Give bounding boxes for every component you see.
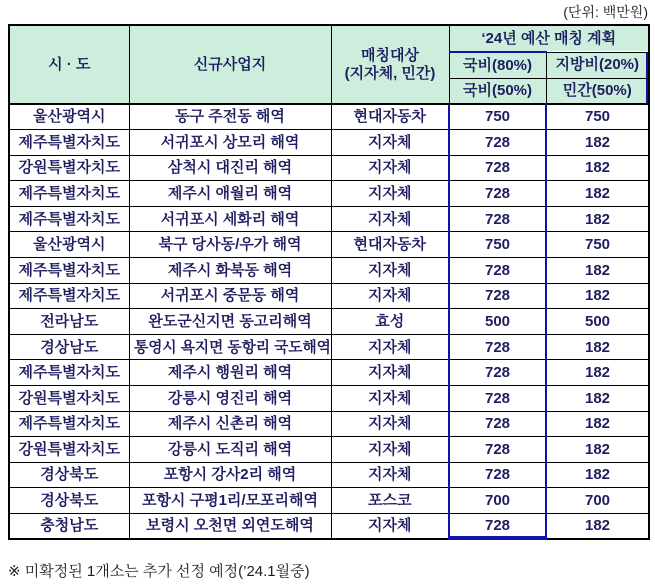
- col-header-site: 신규사업지: [129, 25, 331, 104]
- cell-loc: 182: [546, 386, 649, 412]
- cell-sido: 제주특별자치도: [9, 130, 129, 156]
- cell-sido: 울산광역시: [9, 232, 129, 258]
- cell-sido: 제주특별자치도: [9, 360, 129, 386]
- cell-nat: 750: [449, 232, 546, 258]
- table-row: [9, 181, 649, 207]
- table-row: [9, 232, 649, 258]
- cell-sido: 경상북도: [9, 488, 129, 514]
- cell-target: 지자체: [331, 360, 449, 386]
- cell-loc: 182: [546, 283, 649, 309]
- cell-site: 삼척시 대진리 해역: [129, 155, 331, 181]
- table-row: [9, 283, 649, 309]
- cell-target: 지자체: [331, 462, 449, 488]
- cell-loc: 750: [546, 232, 649, 258]
- cell-sido: 충청남도: [9, 514, 129, 540]
- table-row: [9, 437, 649, 463]
- cell-sido: 제주특별자치도: [9, 283, 129, 309]
- cell-target: 포스코: [331, 488, 449, 514]
- unit-note: (단위: 백만원): [563, 4, 648, 20]
- cell-loc: 182: [546, 514, 649, 540]
- cell-sido: 제주특별자치도: [9, 181, 129, 207]
- cell-site: 서귀포시 중문동 해역: [129, 283, 331, 309]
- cell-target: 지자체: [331, 206, 449, 232]
- cell-sido: 제주특별자치도: [9, 411, 129, 437]
- table-row: [9, 206, 649, 232]
- table-row: [9, 130, 649, 156]
- cell-target: 지자체: [331, 181, 449, 207]
- col-header-target: [331, 25, 449, 104]
- cell-site: 포항시 구평1리/모포리해역: [129, 488, 331, 514]
- cell-nat: 728: [449, 334, 546, 360]
- table-header: [9, 25, 649, 104]
- cell-sido: 전라남도: [9, 309, 129, 335]
- cell-loc: 182: [546, 437, 649, 463]
- cell-site: 서귀포시 상모리 해역: [129, 130, 331, 156]
- cell-loc: 700: [546, 488, 649, 514]
- cell-site: 통영시 욕지면 동항리 국도해역: [129, 334, 331, 360]
- cell-site: 동구 주전동 해역: [129, 104, 331, 130]
- cell-nat: 728: [449, 437, 546, 463]
- col-header-private50: 민간(50%): [546, 78, 649, 104]
- col-header-plan: ‘24년 예산 매칭 계획: [449, 25, 649, 52]
- cell-target: 지자체: [331, 514, 449, 540]
- cell-site: 완도군신지면 동고리해역: [129, 309, 331, 335]
- table-body: [9, 104, 649, 539]
- col-header-target-line2: (지자체, 민간): [344, 64, 436, 82]
- cell-nat: 728: [449, 258, 546, 284]
- cell-loc: 182: [546, 360, 649, 386]
- table-row: [9, 488, 649, 514]
- cell-loc: 182: [546, 181, 649, 207]
- cell-site: 제주시 애월리 해역: [129, 181, 331, 207]
- table-row: [9, 155, 649, 181]
- budget-matching-table: [8, 24, 650, 540]
- cell-site: 서귀포시 세화리 해역: [129, 206, 331, 232]
- table-row: [9, 514, 649, 540]
- cell-target: 지자체: [331, 283, 449, 309]
- cell-loc: 182: [546, 411, 649, 437]
- cell-target: 지자체: [331, 130, 449, 156]
- col-header-target-line1: 매칭대상: [361, 47, 419, 65]
- cell-target: 지자체: [331, 437, 449, 463]
- cell-sido: 강원특별자치도: [9, 155, 129, 181]
- cell-sido: 경상북도: [9, 462, 129, 488]
- cell-loc: 182: [546, 155, 649, 181]
- header-row-top: [9, 25, 649, 52]
- cell-loc: 750: [546, 104, 649, 130]
- cell-target: 지자체: [331, 386, 449, 412]
- cell-sido: 울산광역시: [9, 104, 129, 130]
- table-row: [9, 411, 649, 437]
- cell-nat: 500: [449, 309, 546, 335]
- table-row: [9, 386, 649, 412]
- col-header-gov80: 국비(80%): [449, 52, 546, 78]
- cell-sido: 제주특별자치도: [9, 206, 129, 232]
- cell-target: 지자체: [331, 258, 449, 284]
- table-row: [9, 104, 649, 130]
- cell-nat: 728: [449, 155, 546, 181]
- cell-target: 현대자동차: [331, 104, 449, 130]
- cell-site: 제주시 행원리 해역: [129, 360, 331, 386]
- cell-target: 효성: [331, 309, 449, 335]
- cell-nat: 728: [449, 130, 546, 156]
- cell-site: 제주시 화북동 해역: [129, 258, 331, 284]
- cell-nat: 750: [449, 104, 546, 130]
- cell-nat: 728: [449, 360, 546, 386]
- cell-nat: 700: [449, 488, 546, 514]
- cell-nat: 728: [449, 181, 546, 207]
- cell-nat: 728: [449, 206, 546, 232]
- cell-sido: 강원특별자치도: [9, 386, 129, 412]
- cell-site: 보령시 오천면 외연도해역: [129, 514, 331, 540]
- cell-target: 지자체: [331, 411, 449, 437]
- table-row: [9, 360, 649, 386]
- cell-loc: 500: [546, 309, 649, 335]
- cell-loc: 182: [546, 258, 649, 284]
- cell-sido: 제주특별자치도: [9, 258, 129, 284]
- cell-nat: 728: [449, 283, 546, 309]
- col-header-sido: 시 · 도: [9, 25, 129, 104]
- cell-site: 강릉시 영진리 해역: [129, 386, 331, 412]
- cell-sido: 경상남도: [9, 334, 129, 360]
- cell-target: 현대자동차: [331, 232, 449, 258]
- col-header-local20: 지방비(20%): [546, 52, 649, 78]
- cell-site: 북구 당사동/우가 해역: [129, 232, 331, 258]
- table-row: [9, 462, 649, 488]
- cell-nat: 728: [449, 386, 546, 412]
- col-header-gov50: 국비(50%): [449, 78, 546, 104]
- table-row: [9, 258, 649, 284]
- cell-target: 지자체: [331, 334, 449, 360]
- cell-nat: 728: [449, 514, 546, 540]
- cell-nat: 728: [449, 411, 546, 437]
- table-row: [9, 309, 649, 335]
- cell-sido: 강원특별자치도: [9, 437, 129, 463]
- footnote: ※ 미확정된 1개소는 추가 선정 예정(’24.1월중): [8, 563, 310, 580]
- cell-target: 지자체: [331, 155, 449, 181]
- cell-site: 포항시 강사2리 해역: [129, 462, 331, 488]
- cell-site: 제주시 신촌리 해역: [129, 411, 331, 437]
- cell-nat: 728: [449, 462, 546, 488]
- cell-site: 강릉시 도직리 해역: [129, 437, 331, 463]
- cell-loc: 182: [546, 462, 649, 488]
- table-row: [9, 334, 649, 360]
- cell-loc: 182: [546, 130, 649, 156]
- cell-loc: 182: [546, 334, 649, 360]
- cell-loc: 182: [546, 206, 649, 232]
